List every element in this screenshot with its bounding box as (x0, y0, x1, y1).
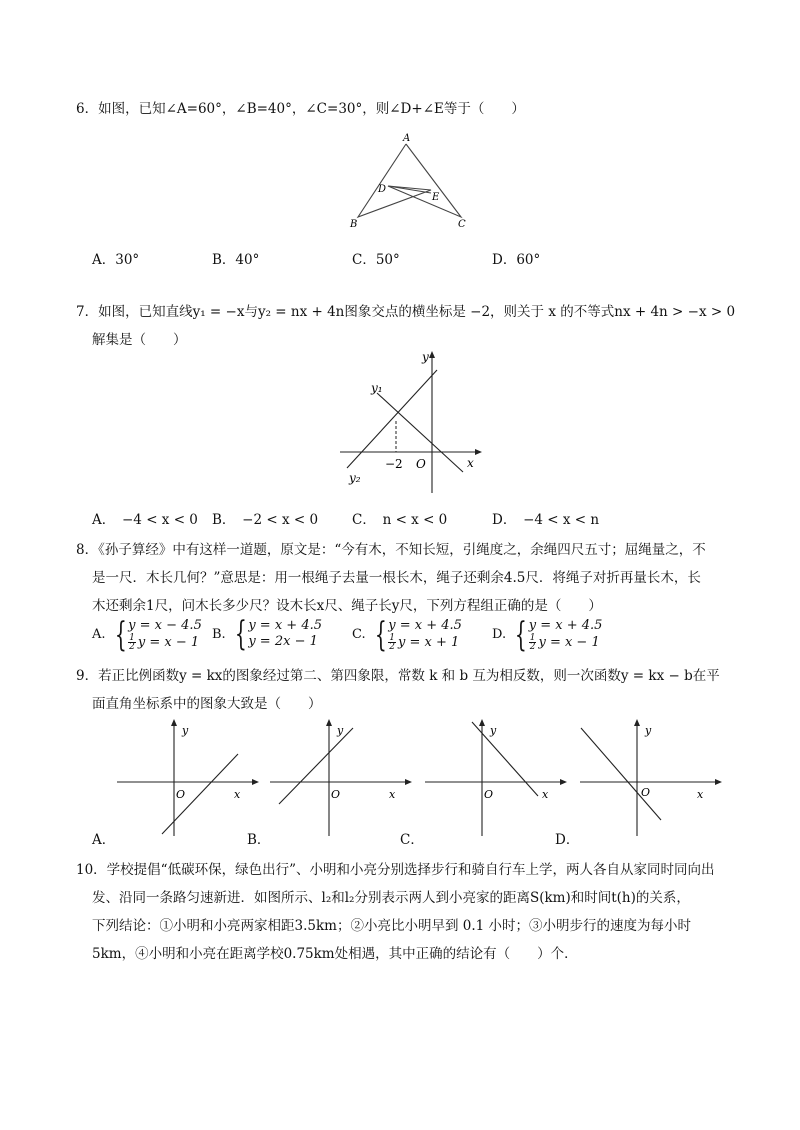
q6-option-b[interactable]: B．40° (212, 252, 260, 268)
label-d: D (378, 184, 387, 195)
x-axis-label: x (467, 456, 474, 470)
tick-neg2-label: −2 (385, 457, 403, 471)
q6-option-a[interactable]: A．30° (92, 252, 140, 268)
equation-1: y = x − 4.5 (128, 618, 202, 633)
option-label: D. (492, 627, 507, 642)
origin-label: O (416, 457, 426, 471)
svg-text:y: y (490, 724, 497, 737)
q10-stem-line1: 10．学校提倡“低碳环保，绿色出行”、小明和小亮分别选择步行和骑自行车上学，两人各自从家同时同向出 (76, 862, 715, 878)
equation-1: y = x + 4.5 (388, 618, 462, 633)
q7-option-a[interactable]: A． −4 < x < 0 (92, 512, 198, 528)
q7-stem-line2: 解集是（ ） (92, 332, 187, 348)
q9-option-a[interactable]: A． (92, 832, 116, 848)
equation-2: y = 2x − 1 (248, 634, 318, 649)
svg-text:x: x (542, 788, 549, 801)
svg-text:O: O (641, 786, 651, 799)
q9-graph-b (265, 716, 415, 841)
q8-stem-line2: 是一尺．木长几何？”意思是：用一根绳子去量一根长木，绳子还剩余4.5尺．将绳子对折再量长木，长 (92, 570, 701, 586)
equation-1: y = x + 4.5 (248, 618, 322, 633)
label-e: E (432, 192, 440, 203)
q9-option-d[interactable]: D． (555, 832, 580, 848)
q6-triangle-figure (340, 130, 480, 230)
q8-option-d[interactable]: D. { y = x + 4.5 $\frac{1}{2}$ y = x − 1 (492, 614, 603, 655)
q7-stem-line1: 7．如图，已知直线y₁ = −x与y₂ = nx + 4n图象交点的横坐标是 −2，则关于 x 的不等式nx + 4n > −x > 0 (76, 304, 736, 320)
q9-stem-line2: 面直角坐标系中的图象大致是（ ） (92, 696, 322, 712)
q9-stem-line1: 9．若正比例函数y = kx的图象经过第二、第四象限，常数 k 和 b 互为相反数，则一次函数y = kx − b在平 (76, 668, 720, 684)
line-y2-label: y₂ (349, 471, 361, 485)
q8-stem-line3: 木还剩余1尺，问木长多少尺？设木长x尺、绳子长y尺，下列方程组正确的是（ ） (92, 598, 602, 614)
label-c: C (458, 219, 466, 230)
svg-text:y: y (182, 724, 189, 737)
equation-2: y = x + 1 (398, 635, 460, 650)
q6-stem: 6．如图，已知∠A=60°，∠B=40°，∠C=30°，则∠D+∠E等于（ ） (76, 101, 525, 117)
svg-text:x: x (389, 788, 396, 801)
label-b: B (350, 219, 358, 230)
y-axis-label: y (422, 350, 429, 364)
svg-text:y: y (645, 724, 652, 737)
q9-graph-c (420, 716, 570, 841)
option-label: B. (212, 626, 226, 642)
svg-text:x: x (697, 788, 704, 801)
q9-option-c[interactable]: C． (400, 832, 424, 848)
q6-option-c[interactable]: C．50° (352, 252, 400, 268)
q10-stem-line4: 5km，④小明和小亮在距离学校0.75km处相遇，其中正确的结论有（ ）个． (92, 946, 578, 962)
equation-1: y = x + 4.5 (528, 618, 603, 633)
q7-option-d[interactable]: D． −4 < x < n (492, 512, 600, 528)
svg-text:O: O (484, 788, 494, 801)
q8-stem-line1: 8．《孙子算经》中有这样一道题，原文是：“今有木，不知长短，引绳度之，余绳四尺五寸；屈绳量之，不 (76, 542, 706, 558)
q7-graph-figure (335, 348, 485, 496)
equation-2: y = x − 1 (538, 635, 600, 650)
svg-text:O: O (331, 788, 341, 801)
q10-stem-line2: 发、沿同一条路匀速新进．如图所示、l₂和l₂分别表示两人到小亮家的距离S(km)和时间t(h)的关系， (92, 890, 690, 906)
q9-option-b[interactable]: B． (247, 832, 271, 848)
label-a: A (403, 133, 411, 144)
line-y1-label: y₁ (371, 381, 383, 395)
svg-text:y: y (337, 724, 344, 737)
q10-stem-line3: 下列结论：①小明和小亮两家相距3.5km；②小亮比小明早到 0.1 小时；③小明步行的速度为每小时 (92, 918, 692, 934)
q8-option-c[interactable]: C. { y = x + 4.5 $\frac{1}{2}$ y = x + 1 (352, 614, 462, 655)
equation-2: y = x − 1 (137, 635, 200, 650)
q9-graph-a (112, 716, 262, 841)
option-label: C. (352, 627, 366, 642)
q9-graph-d (575, 716, 725, 841)
q7-option-c[interactable]: C． n < x < 0 (352, 512, 448, 528)
svg-text:O: O (176, 788, 186, 801)
svg-text:x: x (234, 788, 241, 801)
q8-option-a[interactable]: A. { y = x − 4.5 $\frac{1}{2}$ y = x − 1 (92, 614, 202, 655)
q7-option-b[interactable]: B． −2 < x < 0 (212, 512, 319, 528)
option-label: A. (92, 627, 106, 642)
q6-option-d[interactable]: D．60° (492, 252, 541, 268)
q8-option-b[interactable]: B. { y = x + 4.5 y = 2x − 1 (212, 614, 322, 654)
